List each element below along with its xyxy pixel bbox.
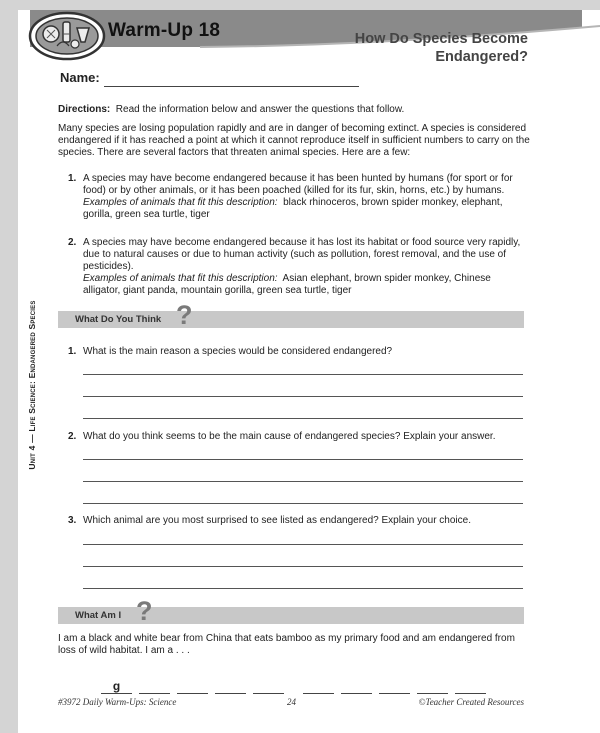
answer-line[interactable] [83, 374, 523, 375]
question-number: 3. [68, 515, 77, 526]
directions-text: Read the information below and answer the questions that follow. [115, 104, 405, 115]
answer-line[interactable] [83, 544, 523, 545]
question-mark-icon: ? [176, 300, 193, 330]
answer-line[interactable] [83, 566, 523, 567]
unit-side-label: Unit 4 — Life Science: Endangered Species [27, 300, 37, 470]
fact-examples: black rhinoceros, brown spider monkey, elephant, gorilla, green sea turtle, tiger [83, 197, 503, 220]
question-number: 1. [68, 346, 77, 357]
directions-label: Directions: [58, 104, 111, 115]
letter-blank[interactable] [139, 680, 170, 694]
name-label: Name: [60, 70, 100, 85]
answer-line[interactable] [83, 481, 523, 482]
what-am-i-header [58, 607, 524, 624]
question-text: Which animal are you most surprised to see listed as endangered? Explain your choice. [83, 515, 471, 526]
answer-line[interactable] [83, 503, 523, 504]
fact-item-1 [68, 173, 528, 221]
name-input-line[interactable] [104, 86, 359, 87]
answer-line[interactable] [83, 588, 523, 589]
science-logo-icon [27, 8, 107, 62]
topic-title-line1: How Do Species Become [354, 31, 528, 47]
letter-blank[interactable] [177, 680, 208, 694]
letter-blank[interactable] [253, 680, 284, 694]
question-1 [68, 346, 528, 358]
letter-blank[interactable] [417, 680, 448, 694]
fact-text: A species may have become endangered because it has lost its habitat or food source very rapidly, due to natural causes or due to human activity (such as pollution, forest removal, and the use of pesticides). [83, 237, 521, 272]
answer-line[interactable] [83, 418, 523, 419]
fact-number: 2. [68, 237, 77, 248]
footer-left: #3972 Daily Warm-Ups: Science [58, 697, 177, 707]
topic-title [355, 30, 528, 66]
fact-item-2 [68, 237, 528, 297]
riddle-text: I am a black and white bear from China that eats bamboo as my primary food and am endangered from loss of wild habitat. I am a . . . [58, 633, 515, 656]
answer-line[interactable] [83, 396, 523, 397]
section-title: What Do You Think [75, 314, 162, 325]
fact-text: A species may have become endangered because it has been hunted by humans (for sport or for food) or by other animals, or it has been poached (killed for its fur, skin, horns, etc.) by humans. [83, 173, 513, 196]
fact-number: 1. [68, 173, 77, 184]
letter-blank[interactable] [379, 680, 410, 694]
warmup-title: Warm-Up 18 [108, 20, 221, 41]
fact-examples-label: Examples of animals that fit this description: [83, 197, 278, 208]
fact-examples: Asian elephant, brown spider monkey, Chinese alligator, giant panda, mountain gorilla, green sea turtle, tiger [83, 273, 491, 296]
answer-line[interactable] [83, 459, 523, 460]
section-title: What Am I [75, 610, 122, 621]
what-do-you-think-header [58, 311, 524, 328]
question-text: What do you think seems to be the main cause of endangered species? Explain your answer. [83, 431, 496, 442]
letter-blank[interactable] [303, 680, 334, 694]
letter-blank[interactable] [455, 680, 486, 694]
letter-blank[interactable] [341, 680, 372, 694]
topic-title-line2: Endangered? [435, 49, 528, 65]
fact-examples-label: Examples of animals that fit this description: [83, 273, 278, 284]
letter-blank[interactable] [215, 680, 246, 694]
question-mark-icon: ? [136, 596, 153, 626]
question-text: What is the main reason a species would be considered endangered? [83, 346, 393, 357]
directions [58, 104, 528, 116]
footer-right: ©Teacher Created Resources [418, 697, 524, 707]
question-number: 2. [68, 431, 77, 442]
question-3 [68, 515, 528, 527]
left-margin-strip [0, 0, 18, 733]
letter-blank[interactable]: g [101, 680, 132, 694]
question-2 [68, 431, 528, 443]
intro-paragraph: Many species are losing population rapidly and are in danger of becoming extinct. A species is considered endangered if it has reached a point at which it cannot reproduce itself in sufficient numbers to carry on the species. There are several factors that threaten animal species. Here are a few: [58, 123, 530, 158]
page-number: 24 [287, 697, 296, 707]
